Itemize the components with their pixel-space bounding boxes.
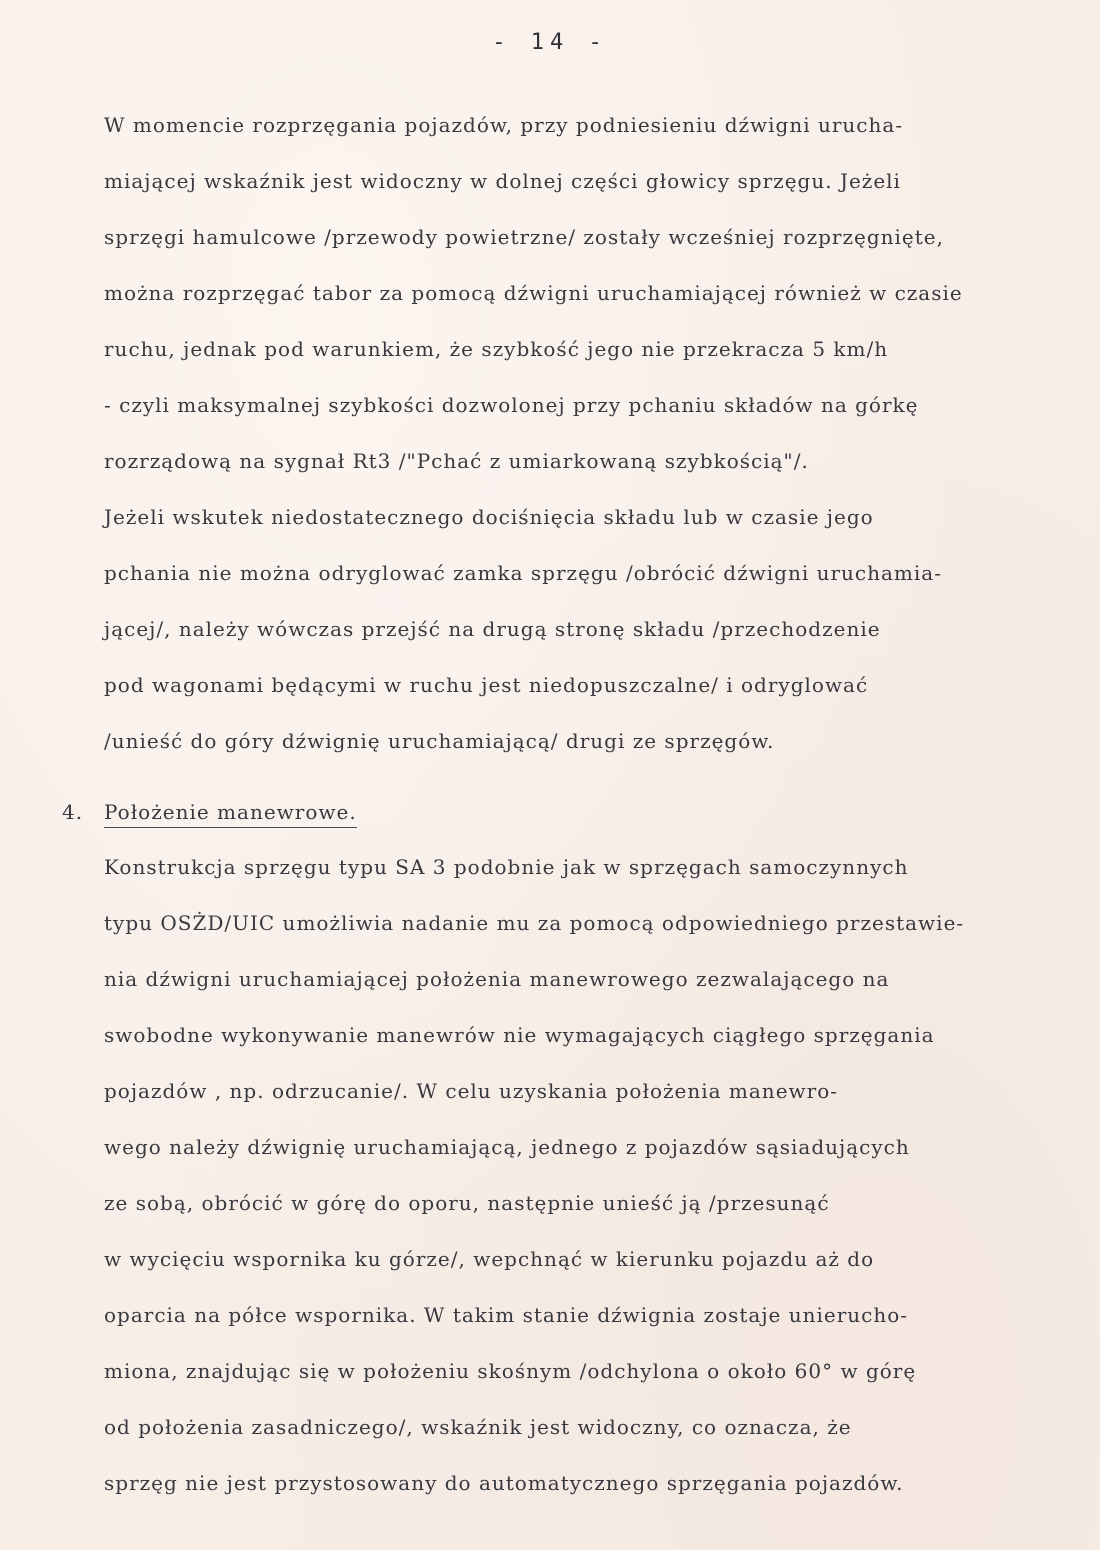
text-line: Konstrukcja sprzęgu typu SA 3 podobnie jak w sprzęgach samoczynnych (104, 855, 909, 879)
section-number: 4. (62, 800, 84, 824)
text-line: nia dźwigni uruchamiającej położenia manewrowego zezwalającego na (104, 967, 890, 991)
section-heading (62, 800, 357, 828)
text-line: ze sobą, obrócić w górę do oporu, następnie unieść ją /przesunąć (104, 1191, 830, 1215)
text-line: w wycięciu wspornika ku górze/, wepchnąć w kierunku pojazdu aż do (104, 1247, 875, 1271)
text-line: pchania nie można odryglować zamka sprzęgu /obrócić dźwigni uruchamia- (104, 561, 942, 585)
text-line: sprzęg nie jest przystosowany do automatycznego sprzęgania pojazdów. (104, 1471, 904, 1495)
text-line: /unieść do góry dźwignię uruchamiającą/ drugi ze sprzęgów. (104, 729, 775, 753)
text-line: ruchu, jednak pod warunkiem, że szybkość jego nie przekracza 5 km/h (104, 337, 889, 361)
text-line: rozrządową na sygnał Rt3 /"Pchać z umiarkowaną szybkością"/. (104, 449, 809, 473)
text-line: jącej/, należy wówczas przejść na drugą stronę składu /przechodzenie (104, 617, 881, 641)
text-line: wego należy dźwignię uruchamiającą, jednego z pojazdów sąsiadujących (104, 1135, 910, 1159)
text-line: - czyli maksymalnej szybkości dozwolonej przy pchaniu składów na górkę (104, 393, 919, 417)
text-line: sprzęgi hamulcowe /przewody powietrzne/ zostały wcześniej rozprzęgnięte, (104, 225, 944, 249)
text-line: można rozprzęgać tabor za pomocą dźwigni uruchamiającej również w czasie (104, 281, 963, 305)
text-line: swobodne wykonywanie manewrów nie wymagających ciągłego sprzęgania (104, 1023, 935, 1047)
text-line: oparcia na półce wspornika. W takim stanie dźwignia zostaje unierucho- (104, 1303, 909, 1327)
text-line: pod wagonami będącymi w ruchu jest niedopuszczalne/ i odryglować (104, 673, 869, 697)
text-line: miającej wskaźnik jest widoczny w dolnej części głowicy sprzęgu. Jeżeli (104, 169, 901, 193)
text-line: W momencie rozprzęgania pojazdów, przy podniesieniu dźwigni urucha- (104, 113, 904, 137)
text-line: typu OSŻD/UIC umożliwia nadanie mu za pomocą odpowiedniego przestawie- (104, 911, 965, 935)
text-line: Jeżeli wskutek niedostatecznego dociśnięcia składu lub w czasie jego (104, 505, 874, 529)
text-line: miona, znajdując się w położeniu skośnym /odchylona o około 60° w górę (104, 1359, 917, 1383)
page-number: - 14 - (492, 30, 608, 55)
section-title: Położenie manewrowe. (104, 800, 357, 828)
text-line: pojazdów , np. odrzucanie/. W celu uzyskania położenia manewro- (104, 1079, 839, 1103)
text-line: od położenia zasadniczego/, wskaźnik jest widoczny, co oznacza, że (104, 1415, 852, 1439)
